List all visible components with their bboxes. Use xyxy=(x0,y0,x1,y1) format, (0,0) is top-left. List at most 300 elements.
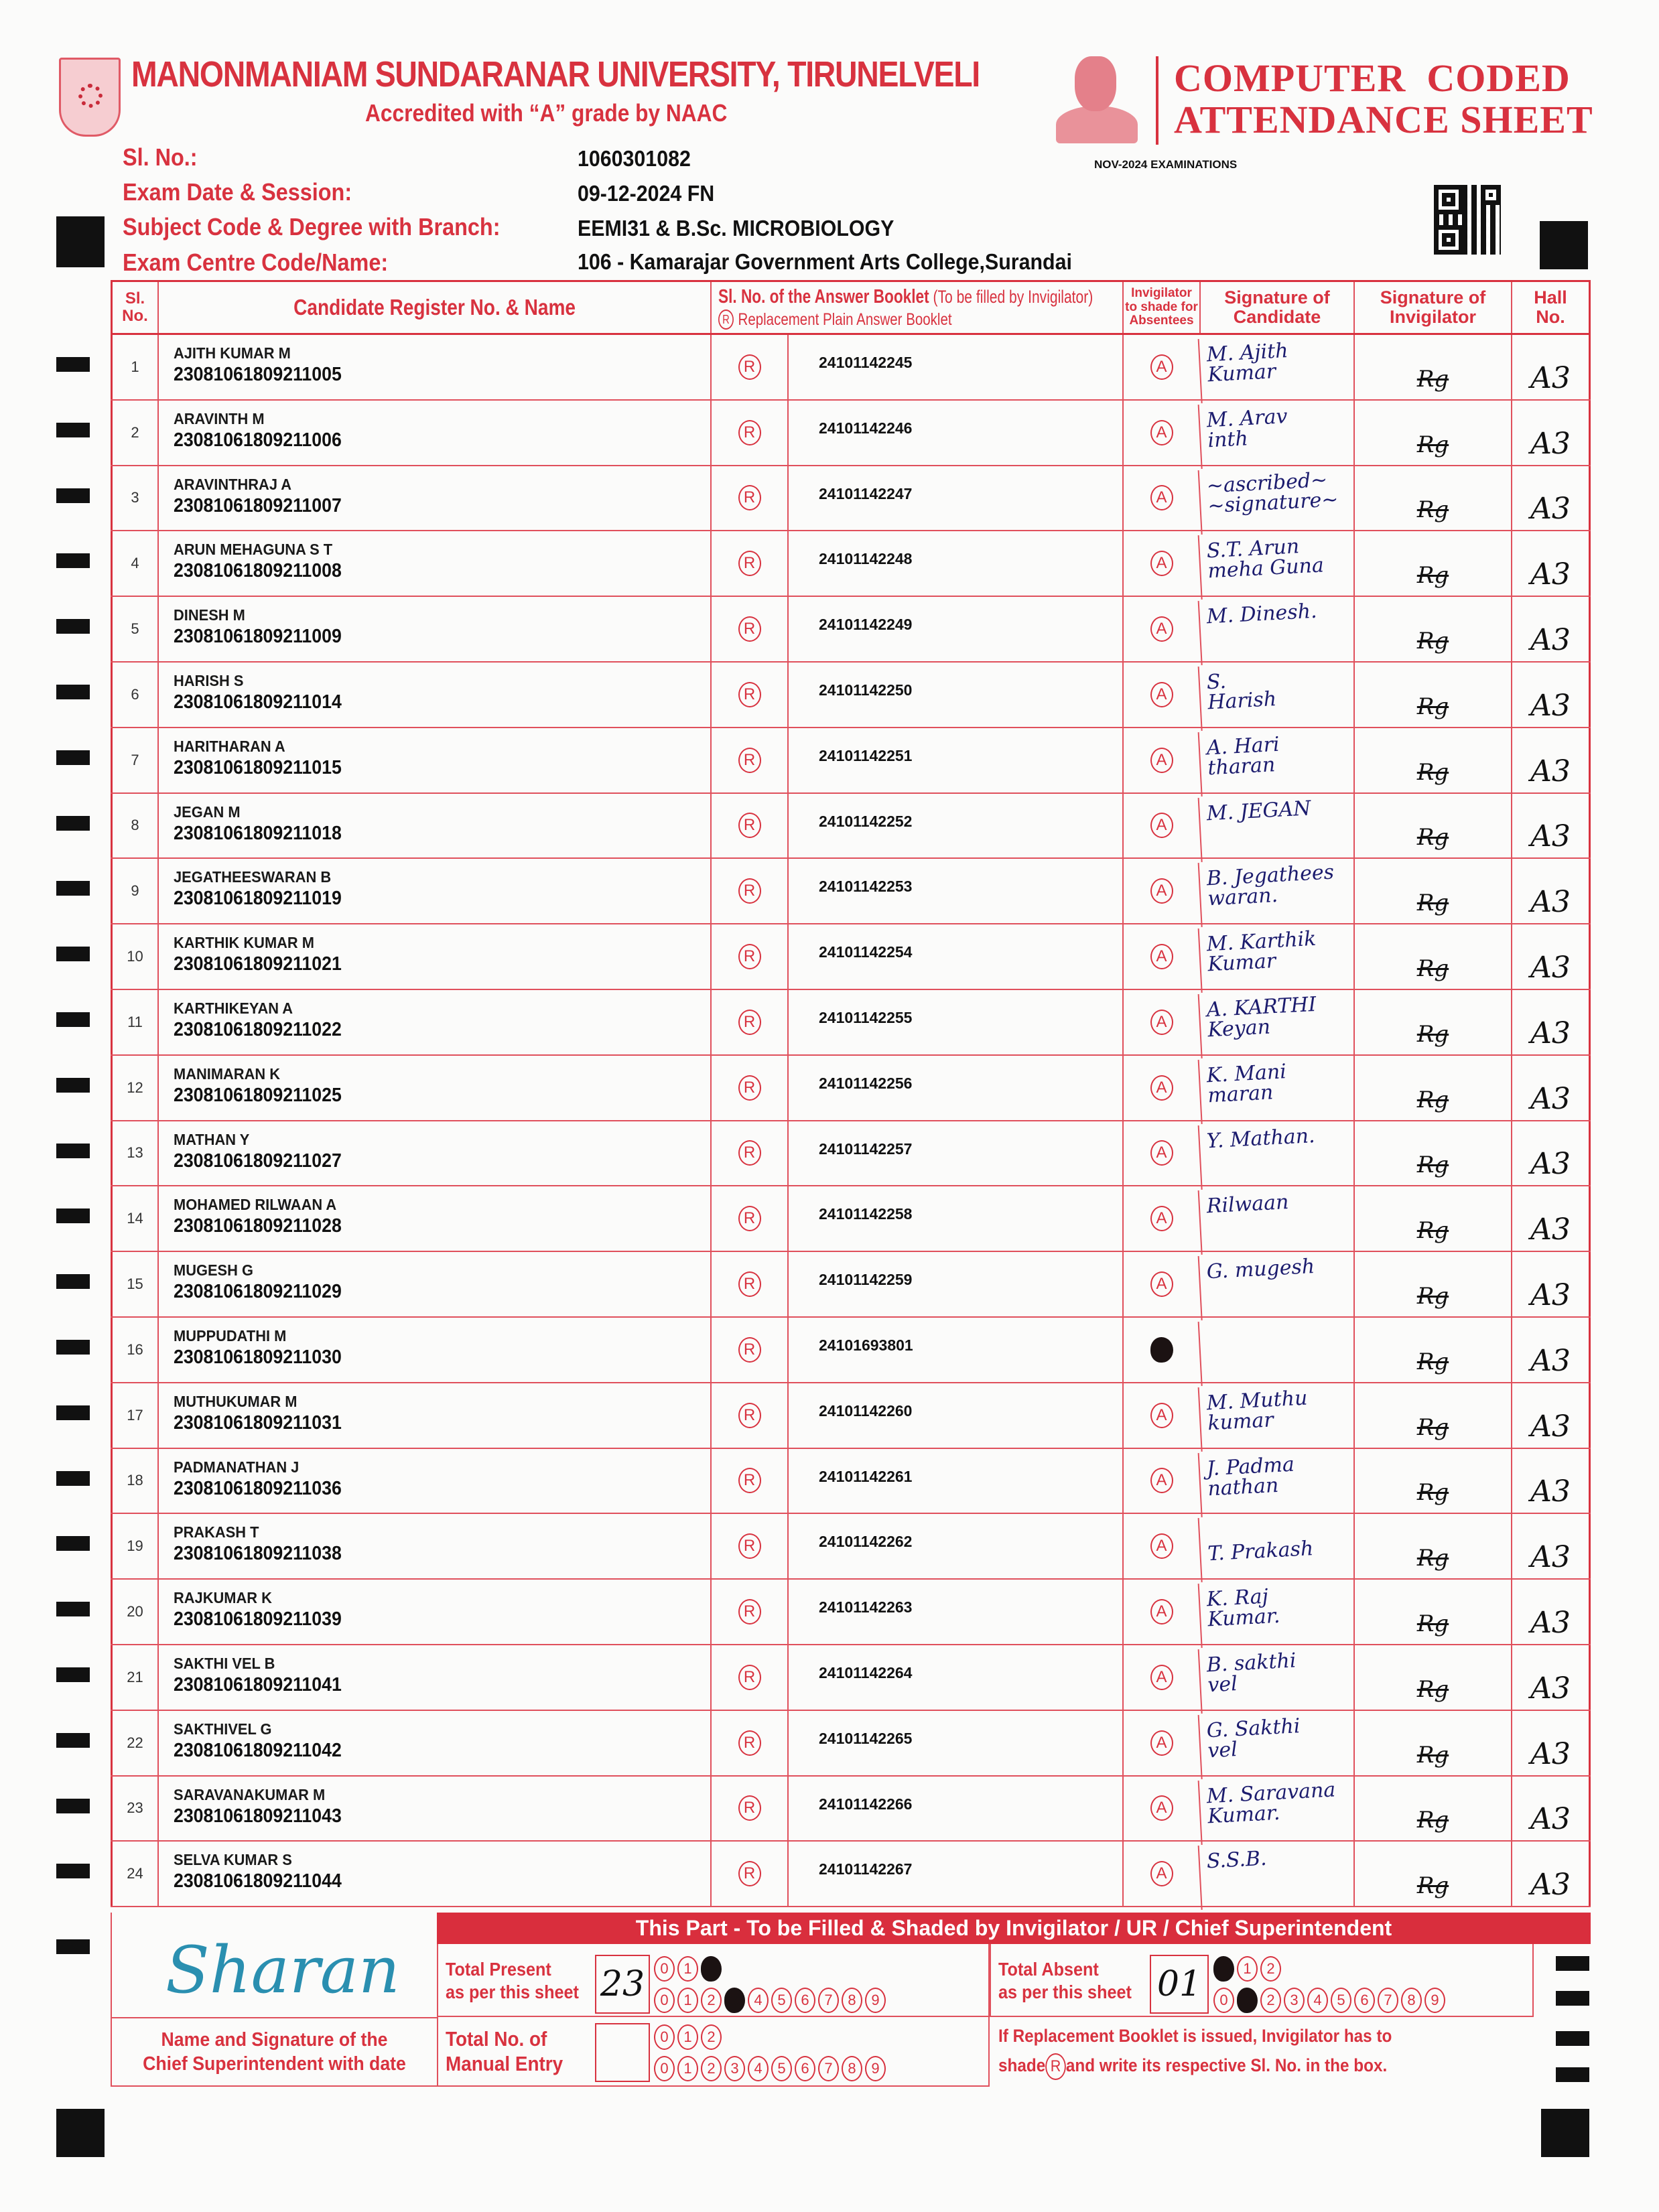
candidate-name: SAKTHIVEL G xyxy=(174,1720,272,1738)
timing-mark-left xyxy=(56,1012,90,1027)
replacement-cell xyxy=(710,1711,787,1775)
candidate-signature[interactable] xyxy=(1198,1314,1355,1386)
absentee-bubble[interactable]: A xyxy=(1150,1533,1173,1559)
timing-mark-left xyxy=(56,488,90,503)
replacement-bubble[interactable]: R xyxy=(738,616,761,642)
table-row xyxy=(111,335,1591,401)
candidate-signature[interactable]: M. Ajith Kumar xyxy=(1198,331,1355,403)
replacement-bubble[interactable]: R xyxy=(738,420,761,445)
replacement-bubble[interactable]: R xyxy=(738,1140,761,1166)
hall-no[interactable]: A3 xyxy=(1511,794,1591,858)
replacement-bubble[interactable]: R xyxy=(738,1075,761,1101)
answer-booklet-no[interactable]: 24101142259 xyxy=(787,1252,1122,1316)
hall-no[interactable]: A3 xyxy=(1511,663,1591,727)
absentee-cell xyxy=(1122,1842,1199,1906)
invigilator-signature[interactable]: Rg xyxy=(1353,663,1511,727)
candidate-register-no: 23081061809211009 xyxy=(174,626,342,648)
absentee-bubble[interactable]: A xyxy=(1150,485,1173,510)
invigilator-signature[interactable]: Rg xyxy=(1353,924,1511,989)
absentee-bubble[interactable]: A xyxy=(1150,1206,1173,1231)
replacement-cell xyxy=(710,1449,787,1513)
digit-bubble-7[interactable]: 7 xyxy=(818,1988,839,2013)
hall-no[interactable]: A3 xyxy=(1511,990,1591,1054)
timing-mark-left xyxy=(56,1340,90,1355)
corner-mark-bottom-right xyxy=(1541,2109,1589,2157)
hall-no[interactable]: A3 xyxy=(1511,1449,1591,1513)
candidate-signature[interactable]: M. Muthu kumar xyxy=(1198,1379,1355,1452)
absentee-bubble[interactable]: A xyxy=(1150,1599,1173,1625)
candidate-register-no: 23081061809211043 xyxy=(174,1805,342,1827)
summary-banner: This Part - To be Filled & Shaded by Invigilator / UR / Chief Superintendent xyxy=(437,1913,1591,1944)
candidate-cell xyxy=(157,531,710,596)
digit-bubble-1[interactable]: 1 xyxy=(677,1988,698,2013)
absentee-bubble[interactable]: A xyxy=(1150,420,1173,445)
total-present-entry[interactable]: 23 xyxy=(595,1955,650,2014)
invigilator-signature[interactable]: Rg xyxy=(1353,990,1511,1054)
header-invigilator-signature: Signature of Invigilator xyxy=(1353,282,1511,333)
absentee-bubble[interactable]: A xyxy=(1150,878,1173,904)
candidate-signature[interactable]: M. Dinesh. xyxy=(1198,593,1355,665)
digit-bubble-4[interactable]: 4 xyxy=(748,1988,769,2013)
answer-booklet-no[interactable]: 24101142256 xyxy=(787,1056,1122,1120)
replacement-cell xyxy=(710,1514,787,1578)
absentee-cell xyxy=(1122,794,1199,858)
timing-mark-left xyxy=(56,1274,90,1289)
candidate-name: ARAVINTH M xyxy=(174,409,265,427)
invigilator-signature[interactable]: Rg xyxy=(1353,1449,1511,1513)
absentee-bubble[interactable]: A xyxy=(1150,748,1173,773)
table-row xyxy=(111,1449,1591,1515)
absentee-cell xyxy=(1122,531,1199,596)
row-sl-no: 24 xyxy=(111,1842,157,1906)
invigilator-signature[interactable]: Rg xyxy=(1353,597,1511,661)
replacement-cell xyxy=(710,401,787,465)
replacement-cell xyxy=(710,794,787,858)
digit-bubble-7[interactable]: 7 xyxy=(1378,1988,1398,2013)
candidate-signature[interactable]: G. Sakthi vel xyxy=(1198,1707,1355,1779)
table-body xyxy=(111,335,1591,1907)
timing-mark-left xyxy=(56,1208,90,1223)
hall-no[interactable]: A3 xyxy=(1511,1318,1591,1382)
hall-no[interactable]: A3 xyxy=(1511,859,1591,923)
timing-mark-left xyxy=(56,553,90,568)
row-sl-no: 20 xyxy=(111,1580,157,1644)
replacement-cell xyxy=(710,1318,787,1382)
absentee-bubble[interactable]: A xyxy=(1150,1861,1173,1886)
candidate-cell xyxy=(157,663,710,727)
absent-tens-bubbles xyxy=(1213,1956,1281,1982)
digit-bubble-0[interactable]: 0 xyxy=(654,1956,675,1982)
answer-booklet-no[interactable]: 24101142263 xyxy=(787,1580,1122,1644)
candidate-register-no: 23081061809211041 xyxy=(174,1673,342,1696)
candidate-signature[interactable]: A. Hari tharan xyxy=(1198,724,1355,797)
replacement-cell xyxy=(710,1186,787,1251)
timing-mark-left xyxy=(56,947,90,961)
candidate-register-no: 23081061809211015 xyxy=(174,756,342,778)
replacement-cell xyxy=(710,1383,787,1448)
candidate-name: MANIMARAN K xyxy=(174,1064,281,1083)
answer-booklet-no[interactable]: 24101142251 xyxy=(787,728,1122,792)
timing-mark-left xyxy=(56,1667,90,1682)
digit-bubble-2[interactable]: 2 xyxy=(701,1988,722,2013)
answer-booklet-no[interactable]: 24101142258 xyxy=(787,1186,1122,1251)
replacement-bubble[interactable]: R xyxy=(738,1010,761,1035)
hall-no[interactable]: A3 xyxy=(1511,1514,1591,1578)
replacement-bubble[interactable]: R xyxy=(738,748,761,773)
replacement-bubble[interactable]: R xyxy=(738,1861,761,1886)
attendance-table xyxy=(111,280,1591,1907)
digit-bubble-1[interactable]: 1 xyxy=(677,1956,698,1982)
digit-bubble-2[interactable] xyxy=(701,1956,722,1982)
timing-mark-left xyxy=(56,423,90,437)
answer-booklet-no[interactable]: 24101142249 xyxy=(787,597,1122,661)
invigilator-signature[interactable]: Rg xyxy=(1353,1121,1511,1186)
absentee-bubble[interactable]: A xyxy=(1150,1271,1173,1297)
digit-bubble-1[interactable]: 1 xyxy=(1237,1956,1258,1982)
replacement-bubble[interactable]: R xyxy=(738,813,761,838)
digit-bubble-3[interactable]: 3 xyxy=(724,2056,745,2081)
digit-bubble-2[interactable]: 2 xyxy=(1260,1956,1281,1982)
header-answer-booklet: Sl. No. of the Answer Booklet (To be filled by Invigilator) R Replacement Plain Answer Booklet xyxy=(710,282,1122,333)
candidate-name: AJITH KUMAR M xyxy=(174,344,291,362)
chief-label: Name and Signature of the Chief Superintendent with date xyxy=(143,2029,406,2075)
candidate-signature[interactable]: T. Prakash xyxy=(1198,1510,1355,1582)
candidate-signature[interactable]: A. KARTHI Keyan xyxy=(1198,986,1355,1058)
candidate-signature[interactable]: M. Karthik Kumar xyxy=(1198,920,1355,993)
answer-booklet-no[interactable]: 24101142260 xyxy=(787,1383,1122,1448)
invigilator-signature[interactable]: Rg xyxy=(1353,1645,1511,1710)
hall-no[interactable]: A3 xyxy=(1511,1580,1591,1644)
digit-bubble-6[interactable]: 6 xyxy=(795,2056,815,2081)
hall-no[interactable]: A3 xyxy=(1511,924,1591,989)
answer-booklet-no[interactable]: 24101142248 xyxy=(787,531,1122,596)
absentee-bubble[interactable]: A xyxy=(1150,1795,1173,1821)
hall-no[interactable]: A3 xyxy=(1511,597,1591,661)
invigilator-signature[interactable]: Rg xyxy=(1353,1252,1511,1316)
candidate-register-no: 23081061809211025 xyxy=(174,1084,342,1106)
absentee-cell xyxy=(1122,1645,1199,1710)
hall-no[interactable]: A3 xyxy=(1511,1711,1591,1775)
hall-no[interactable]: A3 xyxy=(1511,1383,1591,1448)
candidate-signature[interactable]: M. Arav inth xyxy=(1198,397,1355,469)
absentee-bubble[interactable] xyxy=(1150,1337,1173,1363)
replacement-cell xyxy=(710,1252,787,1316)
hall-no[interactable]: A3 xyxy=(1511,466,1591,531)
row-sl-no: 17 xyxy=(111,1383,157,1448)
absentee-bubble[interactable]: A xyxy=(1150,551,1173,576)
replacement-bubble[interactable]: R xyxy=(738,354,761,380)
candidate-signature[interactable]: Y. Mathan. xyxy=(1198,1117,1355,1190)
candidate-register-no: 23081061809211014 xyxy=(174,691,342,713)
digit-bubble-8[interactable]: 8 xyxy=(842,1988,862,2013)
manual-tens-bubbles xyxy=(654,2024,722,2050)
founder-portrait-icon xyxy=(1056,56,1138,143)
candidate-cell xyxy=(157,859,710,923)
digit-bubble-0[interactable]: 0 xyxy=(654,2056,675,2081)
timing-mark-left xyxy=(56,1536,90,1551)
absentee-cell xyxy=(1122,1514,1199,1578)
table-row xyxy=(111,531,1591,597)
digit-bubble-0[interactable]: 0 xyxy=(1213,1988,1234,2013)
digit-bubble-1[interactable]: 1 xyxy=(677,2056,698,2081)
replacement-bubble[interactable]: R xyxy=(738,1468,761,1493)
absentee-cell xyxy=(1122,401,1199,465)
digit-bubble-1[interactable]: 1 xyxy=(677,2024,698,2050)
digit-bubble-0[interactable]: 0 xyxy=(654,1988,675,2013)
invigilator-signature[interactable]: Rg xyxy=(1353,794,1511,858)
candidate-signature[interactable]: S.S.B. xyxy=(1198,1838,1355,1910)
row-sl-no: 4 xyxy=(111,531,157,596)
absentee-cell xyxy=(1122,1711,1199,1775)
exam-date-label: Exam Date & Session: xyxy=(123,178,352,206)
hall-no[interactable]: A3 xyxy=(1511,1645,1591,1710)
timing-mark-left xyxy=(56,1471,90,1486)
table-row xyxy=(111,1318,1591,1383)
invigilator-signature[interactable]: Rg xyxy=(1353,531,1511,596)
row-sl-no: 3 xyxy=(111,466,157,531)
row-sl-no: 21 xyxy=(111,1645,157,1710)
answer-booklet-no[interactable]: 24101142261 xyxy=(787,1449,1122,1513)
candidate-name: RAJKUMAR K xyxy=(174,1589,272,1607)
hall-no[interactable]: A3 xyxy=(1511,1121,1591,1186)
invigilator-signature[interactable]: Rg xyxy=(1353,728,1511,792)
hall-no[interactable]: A3 xyxy=(1511,1186,1591,1251)
candidate-name: MATHAN Y xyxy=(174,1130,250,1148)
replacement-cell xyxy=(710,1842,787,1906)
absentee-bubble[interactable]: A xyxy=(1150,1075,1173,1101)
absentee-bubble[interactable]: A xyxy=(1150,1730,1173,1756)
digit-bubble-2[interactable]: 2 xyxy=(701,2056,722,2081)
candidate-signature[interactable]: K. Mani maran xyxy=(1198,1052,1355,1124)
digit-bubble-3[interactable] xyxy=(724,1988,745,2013)
invigilator-signature[interactable]: Rg xyxy=(1353,1056,1511,1120)
candidate-signature[interactable]: ~ascribed~ ~signature~ xyxy=(1198,462,1355,535)
digit-bubble-6[interactable]: 6 xyxy=(1354,1988,1375,2013)
replacement-cell xyxy=(710,990,787,1054)
row-sl-no: 8 xyxy=(111,794,157,858)
invigilator-signature[interactable]: Rg xyxy=(1353,401,1511,465)
invigilator-signature[interactable]: Rg xyxy=(1353,1711,1511,1775)
absentee-bubble[interactable]: A xyxy=(1150,1403,1173,1428)
answer-booklet-no[interactable]: 24101142250 xyxy=(787,663,1122,727)
absentee-cell xyxy=(1122,1580,1199,1644)
digit-bubble-5[interactable]: 5 xyxy=(1331,1988,1351,2013)
replacement-bubble[interactable]: R xyxy=(738,1337,761,1363)
candidate-name: KARTHIK KUMAR M xyxy=(174,934,314,952)
absentee-cell xyxy=(1122,1186,1199,1251)
subject-value: EEMI31 & B.Sc. MICROBIOLOGY xyxy=(578,216,894,240)
absent-units-bubbles xyxy=(1213,1988,1445,2013)
row-sl-no: 16 xyxy=(111,1318,157,1382)
answer-booklet-no[interactable]: 24101142247 xyxy=(787,466,1122,531)
sl-no-label: Sl. No.: xyxy=(123,143,198,171)
replacement-bubble[interactable]: R xyxy=(738,682,761,707)
replacement-bubble[interactable]: R xyxy=(738,1533,761,1559)
digit-bubble-9[interactable]: 9 xyxy=(865,2056,886,2081)
digit-bubble-2[interactable]: 2 xyxy=(701,2024,722,2050)
absentee-cell xyxy=(1122,466,1199,531)
candidate-signature[interactable]: M. Saravana Kumar. xyxy=(1198,1773,1355,1845)
table-header xyxy=(111,282,1591,335)
replacement-bubble[interactable]: R xyxy=(738,1730,761,1756)
digit-bubble-8[interactable]: 8 xyxy=(842,2056,862,2081)
candidate-name: JEGATHEESWARAN B xyxy=(174,868,332,886)
candidate-signature[interactable]: J. Padma nathan xyxy=(1198,1445,1355,1517)
replacement-bubble[interactable]: R xyxy=(738,1599,761,1625)
candidate-signature[interactable]: S. Harish xyxy=(1198,659,1355,731)
digit-bubble-9[interactable]: 9 xyxy=(1424,1988,1445,2013)
replacement-bubble[interactable]: R xyxy=(738,1403,761,1428)
answer-booklet-no[interactable]: 24101142264 xyxy=(787,1645,1122,1710)
digit-bubble-6[interactable]: 6 xyxy=(795,1988,815,2013)
digit-bubble-2[interactable]: 2 xyxy=(1260,1988,1281,2013)
row-sl-no: 14 xyxy=(111,1186,157,1251)
replacement-cell xyxy=(710,597,787,661)
timing-mark-left xyxy=(56,619,90,634)
candidate-signature[interactable]: K. Raj Kumar. xyxy=(1198,1576,1355,1648)
absentee-bubble[interactable]: A xyxy=(1150,682,1173,707)
candidate-cell xyxy=(157,924,710,989)
replacement-bubble[interactable]: R xyxy=(738,944,761,969)
candidate-cell xyxy=(157,1318,710,1382)
answer-booklet-no[interactable]: 24101142252 xyxy=(787,794,1122,858)
candidate-register-no: 23081061809211042 xyxy=(174,1739,342,1761)
digit-bubble-1[interactable] xyxy=(1237,1988,1258,2013)
subject-label: Subject Code & Degree with Branch: xyxy=(123,213,501,240)
absentee-cell xyxy=(1122,335,1199,399)
replacement-bubble[interactable]: R xyxy=(738,551,761,576)
invigilator-signature[interactable]: Rg xyxy=(1353,1318,1511,1382)
candidate-signature[interactable]: G. mugesh xyxy=(1198,1248,1355,1320)
absentee-bubble[interactable]: A xyxy=(1150,1140,1173,1166)
digit-bubble-0[interactable]: 0 xyxy=(654,2024,675,2050)
present-units-bubbles xyxy=(654,1988,886,2013)
candidate-cell xyxy=(157,1514,710,1578)
candidate-cell xyxy=(157,1383,710,1448)
replacement-bubble[interactable]: R xyxy=(738,1665,761,1690)
absentee-bubble[interactable]: A xyxy=(1150,1010,1173,1035)
invigilator-signature[interactable]: Rg xyxy=(1353,1842,1511,1906)
table-row xyxy=(111,1842,1591,1907)
absentee-bubble[interactable]: A xyxy=(1150,1665,1173,1690)
hall-no[interactable]: A3 xyxy=(1511,1842,1591,1906)
university-emblem-icon xyxy=(59,58,121,137)
header-absentees: Invigilator to shade for Absentees xyxy=(1122,282,1199,333)
invigilator-signature[interactable]: Rg xyxy=(1353,1186,1511,1251)
absentee-bubble[interactable]: A xyxy=(1150,354,1173,380)
invigilator-signature[interactable]: Rg xyxy=(1353,1514,1511,1578)
candidate-register-no: 23081061809211006 xyxy=(174,429,342,451)
hall-no[interactable]: A3 xyxy=(1511,1252,1591,1316)
replacement-bubble[interactable]: R xyxy=(738,485,761,510)
candidate-register-no: 23081061809211019 xyxy=(174,888,342,910)
hall-no[interactable]: A3 xyxy=(1511,401,1591,465)
candidate-cell xyxy=(157,794,710,858)
manual-entry-input[interactable] xyxy=(595,2023,650,2082)
digit-bubble-8[interactable]: 8 xyxy=(1401,1988,1422,2013)
candidate-cell xyxy=(157,1842,710,1906)
answer-booklet-no[interactable]: 24101142262 xyxy=(787,1514,1122,1578)
absentee-bubble[interactable]: A xyxy=(1150,616,1173,642)
absentee-bubble[interactable]: A xyxy=(1150,813,1173,838)
replacement-bubble[interactable]: R xyxy=(738,878,761,904)
hall-no[interactable]: A3 xyxy=(1511,728,1591,792)
hall-no[interactable]: A3 xyxy=(1511,531,1591,596)
absentee-cell xyxy=(1122,1318,1199,1382)
timing-mark-left xyxy=(56,1602,90,1616)
candidate-signature[interactable]: B. Jegathees waran. xyxy=(1198,855,1355,927)
candidate-signature[interactable]: Rilwaan xyxy=(1198,1182,1355,1255)
answer-booklet-no[interactable]: 24101142257 xyxy=(787,1121,1122,1186)
timing-mark-left xyxy=(56,816,90,831)
replacement-note: If Replacement Booklet is issued, Invigilator has to shade R and write its respective Sl. No. in the box. xyxy=(998,2021,1392,2080)
chief-superintendent-box xyxy=(111,1913,437,2087)
table-row xyxy=(111,1383,1591,1449)
invigilator-signature[interactable]: Rg xyxy=(1353,1383,1511,1448)
answer-booklet-no[interactable]: 24101142266 xyxy=(787,1777,1122,1841)
row-sl-no: 13 xyxy=(111,1121,157,1186)
total-absent-entry[interactable]: 01 xyxy=(1150,1955,1209,2014)
absentee-bubble[interactable]: A xyxy=(1150,1468,1173,1493)
absentee-cell xyxy=(1122,597,1199,661)
digit-bubble-5[interactable]: 5 xyxy=(771,2056,792,2081)
digit-bubble-0[interactable] xyxy=(1213,1956,1234,1982)
invigilator-signature[interactable]: Rg xyxy=(1353,859,1511,923)
table-row xyxy=(111,663,1591,728)
row-sl-no: 2 xyxy=(111,401,157,465)
candidate-register-no: 23081061809211008 xyxy=(174,560,342,582)
invigilator-signature[interactable]: Rg xyxy=(1353,335,1511,399)
digit-bubble-4[interactable]: 4 xyxy=(1307,1988,1328,2013)
answer-booklet-no[interactable]: 24101142254 xyxy=(787,924,1122,989)
table-row xyxy=(111,924,1591,990)
answer-booklet-no[interactable]: 24101693801 xyxy=(787,1318,1122,1382)
replacement-bubble[interactable]: R xyxy=(738,1206,761,1231)
answer-booklet-no[interactable]: 24101142255 xyxy=(787,990,1122,1054)
digit-bubble-3[interactable]: 3 xyxy=(1284,1988,1305,2013)
candidate-cell xyxy=(157,335,710,399)
digit-bubble-9[interactable]: 9 xyxy=(865,1988,886,2013)
answer-booklet-no[interactable]: 24101142253 xyxy=(787,859,1122,923)
candidate-signature[interactable]: B. sakthi vel xyxy=(1198,1641,1355,1714)
answer-booklet-no[interactable]: 24101142245 xyxy=(787,335,1122,399)
replacement-cell xyxy=(710,466,787,531)
answer-booklet-no[interactable]: 24101142246 xyxy=(787,401,1122,465)
digit-bubble-4[interactable]: 4 xyxy=(748,2056,769,2081)
hall-no[interactable]: A3 xyxy=(1511,335,1591,399)
replacement-bubble[interactable]: R xyxy=(738,1795,761,1821)
invigilator-signature[interactable]: Rg xyxy=(1353,466,1511,531)
answer-booklet-no[interactable]: 24101142267 xyxy=(787,1842,1122,1906)
invigilator-signature[interactable]: Rg xyxy=(1353,1777,1511,1841)
absentee-bubble[interactable]: A xyxy=(1150,944,1173,969)
invigilator-signature[interactable]: Rg xyxy=(1353,1580,1511,1644)
candidate-register-no: 23081061809211028 xyxy=(174,1215,342,1237)
manual-units-bubbles xyxy=(654,2056,886,2081)
digit-bubble-7[interactable]: 7 xyxy=(818,2056,839,2081)
candidate-signature[interactable]: S.T. Arun meha Guna xyxy=(1198,527,1355,600)
row-sl-no: 12 xyxy=(111,1056,157,1120)
candidate-signature[interactable]: M. JEGAN xyxy=(1198,790,1355,862)
candidate-cell xyxy=(157,728,710,792)
hall-no[interactable]: A3 xyxy=(1511,1056,1591,1120)
replacement-bubble[interactable]: R xyxy=(738,1271,761,1297)
table-row xyxy=(111,1711,1591,1777)
answer-booklet-no[interactable]: 24101142265 xyxy=(787,1711,1122,1775)
hall-no[interactable]: A3 xyxy=(1511,1777,1591,1841)
chief-signature[interactable]: Sharan xyxy=(165,1933,400,2008)
digit-bubble-5[interactable]: 5 xyxy=(771,1988,792,2013)
